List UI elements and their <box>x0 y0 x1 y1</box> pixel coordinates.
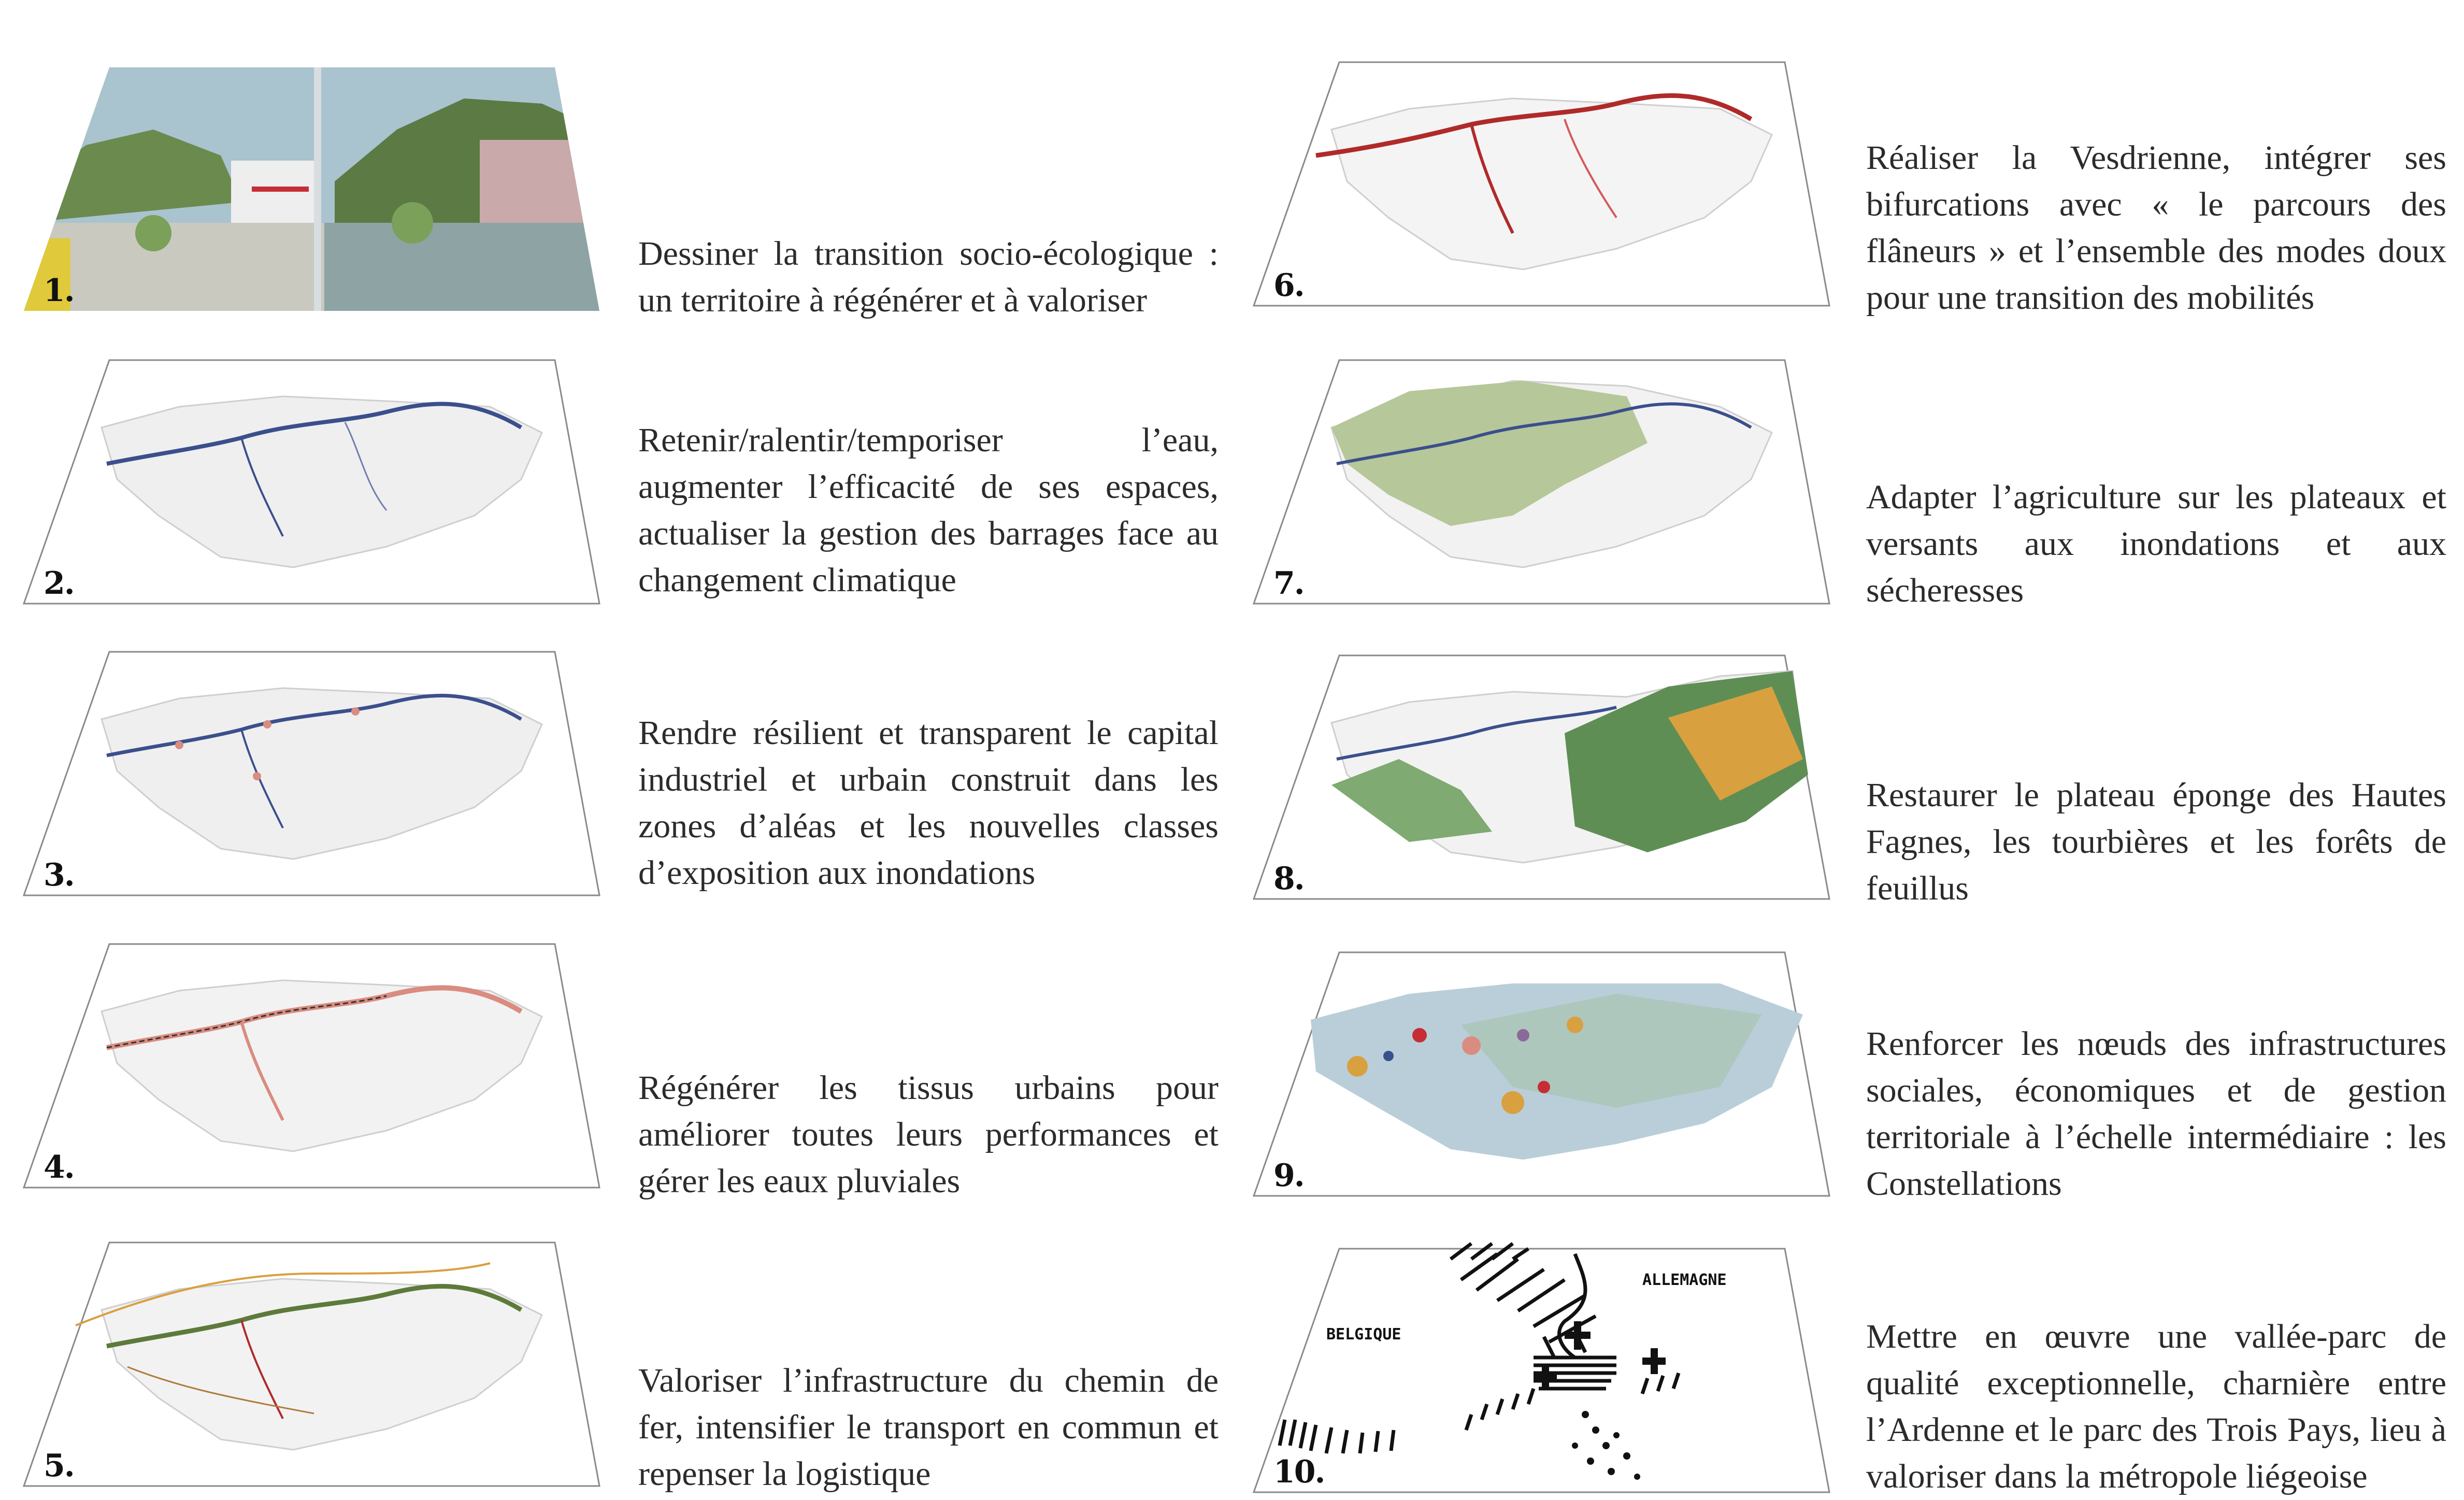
item-number: 4. <box>44 1149 74 1185</box>
item-number: 9. <box>1273 1158 1304 1194</box>
soft-mobility-map <box>1254 62 1829 306</box>
item-text: Régénérer les tissus urbains pour améliorer toutes leurs performances et gérer les eaux pluviales <box>638 1069 1219 1200</box>
item-number: 5. <box>44 1448 74 1484</box>
agriculture-map <box>1254 360 1829 604</box>
tile-3 <box>24 652 599 895</box>
tile-1 <box>24 67 599 311</box>
item-number: 10. <box>1273 1454 1325 1490</box>
tile-8 <box>1254 655 1829 899</box>
item-number: 6. <box>1273 267 1304 304</box>
railway-map <box>24 1242 599 1486</box>
sketch-label-allemagne: ALLEMAGNE <box>1642 1271 1727 1289</box>
water-map <box>24 360 599 604</box>
item-text: Dessiner la transition socio-écologique : un territoire à régénérer et à valoriser <box>638 235 1219 319</box>
item-number: 1. <box>44 273 74 309</box>
item-text: Renforcer les nœuds des infrastructures sociales, économiques et de gestion territoriale à l’échelle intermédiaire : les Constellations <box>1866 1025 2446 1203</box>
item-number: 3. <box>44 857 74 893</box>
urban-fabric-map <box>24 944 599 1188</box>
item-text: Mettre en œuvre une vallée-parc de qualité exceptionnelle, charnière entre l’Ardenne et le parc des Trois Pays, lieu à valoriser dans la métropole liégeoise <box>1866 1318 2446 1495</box>
item-text: Réaliser la Vesdrienne, intégrer ses bifurcations avec « le parcours des flâneurs » et l’ensemble des modes doux pour une transition des mobilités <box>1866 139 2446 317</box>
sketch-label-belgique: BELGIQUE <box>1326 1325 1401 1344</box>
tile-5 <box>24 1242 599 1486</box>
tile-4 <box>24 944 599 1188</box>
tile-2 <box>24 360 599 604</box>
item-text: Restaurer le plateau éponge des Hautes Fagnes, les tourbières et les forêts de feuillus <box>1866 776 2446 907</box>
item-text: Valoriser l’infrastructure du chemin de fer, intensifier le transport en commun et repenser la logistique <box>638 1362 1219 1493</box>
item-text: Retenir/ralentir/temporiser l’eau, augmenter l’efficacité de ses espaces, actualiser la gestion des barrages face au changement climatique <box>638 421 1219 599</box>
item-number: 2. <box>44 565 74 602</box>
tile-10 <box>1254 1249 1829 1492</box>
valley-park-sketch <box>1254 1249 1829 1492</box>
item-text: Adapter l’agriculture sur les plateaux et versants aux inondations et aux sécheresses <box>1866 478 2446 609</box>
item-text: Rendre résilient et transparent le capital industriel et urbain construit dans les zones d’aléas et les nouvelles classes d’exposition aux inondations <box>638 714 1219 892</box>
tile-7 <box>1254 360 1829 604</box>
item-number: 8. <box>1273 861 1304 897</box>
item-number: 7. <box>1273 565 1304 602</box>
tile-6 <box>1254 62 1829 306</box>
photomontage-image <box>24 67 599 311</box>
tile-9 <box>1254 952 1829 1196</box>
flood-risk-map <box>24 652 599 895</box>
fagnes-map <box>1254 655 1829 899</box>
constellations-map <box>1254 952 1829 1196</box>
